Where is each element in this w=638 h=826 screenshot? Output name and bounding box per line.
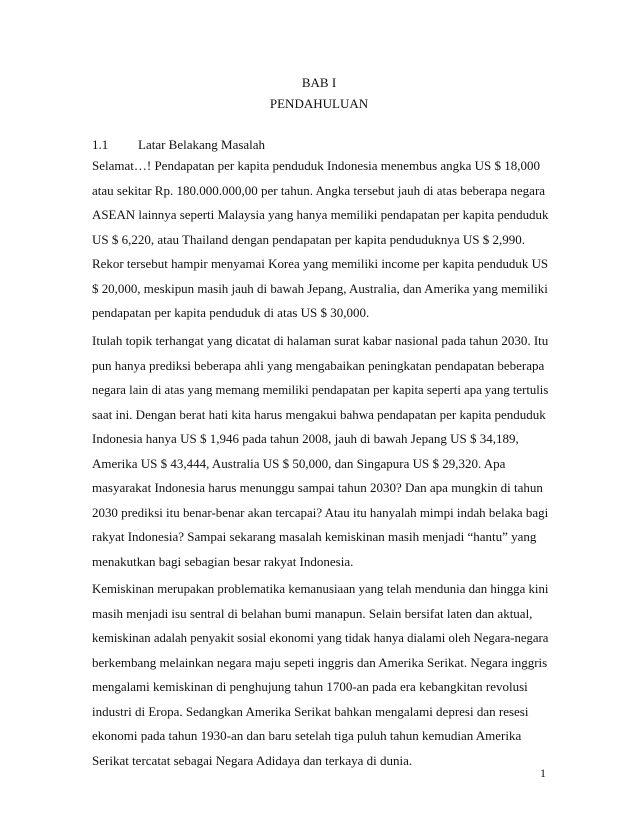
paragraph-line: US $ 6,220, atau Thailand dengan pendapatan per kapita penduduknya US $ 2,990.: [92, 231, 525, 247]
paragraph-line: Indonesia hanya US $ 1,946 pada tahun 2008, jauh di bawah Jepang US $ 34,189,: [92, 431, 519, 446]
section-title: Latar Belakang Masalah: [138, 137, 266, 152]
page-number: 1: [540, 766, 546, 780]
paragraph-line: ekonomi pada tahun 1930-an dan baru setelah tiga puluh tahun kemudian Amerika: [92, 728, 522, 743]
chapter-title: PENDAHULUAN: [269, 96, 369, 111]
paragraph-line: berkembang melainkan negara maju sepeti inggris dan Amerika Serikat. Negara inggris: [92, 654, 548, 670]
paragraph-line: masih menjadi isu sentral di belahan bumi manapun. Selain bersifat laten dan aktual,: [92, 605, 533, 621]
paragraph-line: Amerika US $ 43,444, Australia US $ 50,000, dan Singapura US $ 29,320. Apa: [92, 455, 506, 471]
paragraph-1: [92, 158, 549, 330]
paragraph-line: kemiskinan adalah penyakit sosial ekonomi yang tidak hanya dialami oleh Negara-negara: [92, 630, 549, 645]
paragraph-line: Selamat…! Pendapatan per kapita penduduk Indonesia menembus angka US $ 18,000: [92, 158, 541, 173]
paragraph-line: $ 20,000, meskipun masih jauh di bawah Jepang, Australia, dan Amerika yang memiliki: [92, 280, 548, 296]
paragraph-line: atau sekitar Rp. 180.000.000,00 per tahun. Angka tersebut jauh di atas beberapa negara: [92, 182, 546, 198]
section-heading: [92, 137, 265, 153]
paragraph-line: menakutkan bagi sebagian besar rakyat Indonesia.: [92, 553, 354, 569]
paragraph-line: saat ini. Dengan berat hati kita harus mengakui bahwa pendapatan per kapita penduduk: [92, 406, 546, 422]
paragraph-line: Itulah topik terhangat yang dicatat di halaman surat kabar nasional pada tahun 2030. Itu: [92, 333, 549, 348]
paragraph-line: Serikat tercatat sebagai Negara Adidaya dan terkaya di dunia.: [92, 752, 413, 768]
paragraph-line: Kemiskinan merupakan problematika kemanusiaan yang telah mendunia dan hingga kini: [92, 581, 549, 596]
paragraph-line: mengalami kemiskinan di penghujung tahun 1700-an pada era kebangkitan revolusi: [92, 679, 528, 694]
paragraph-line: masyarakat Indonesia harus menunggu sampai tahun 2030? Dan apa mungkin di tahun: [92, 480, 543, 495]
paragraph-line: industri di Eropa. Sedangkan Amerika Serikat bahkan mengalami depresi dan resesi: [92, 703, 529, 719]
paragraph-2: [92, 333, 549, 578]
chapter-heading: BAB I: [301, 75, 337, 90]
paragraph-line: pendapatan per kapita penduduk di atas US $ 30,000.: [92, 305, 370, 320]
paragraph-line: pun hanya prediksi beberapa ahli yang mengabaikan peningkatan pendapatan beberapa: [92, 357, 545, 373]
paragraph-line: Rekor tersebut hampir menyamai Korea yang memiliki income per kapita penduduk US: [92, 256, 549, 271]
paragraph-line: negara lain di atas yang memang memiliki pendapatan per kapita seperti apa yang tertulis: [92, 382, 549, 397]
paragraph-3: [92, 581, 549, 777]
paragraph-line: rakyat Indonesia? Sampai sekarang masalah kemiskinan masih menjadi “hantu” yang: [92, 529, 537, 544]
section-number: 1.1: [92, 137, 109, 152]
paragraph-line: 2030 prediksi itu benar-benar akan tercapai? Atau itu hanyalah mimpi indah belaka bagi: [92, 504, 549, 520]
paragraph-line: ASEAN lainnya seperti Malaysia yang hanya memiliki pendapatan per kapita penduduk: [92, 207, 549, 222]
